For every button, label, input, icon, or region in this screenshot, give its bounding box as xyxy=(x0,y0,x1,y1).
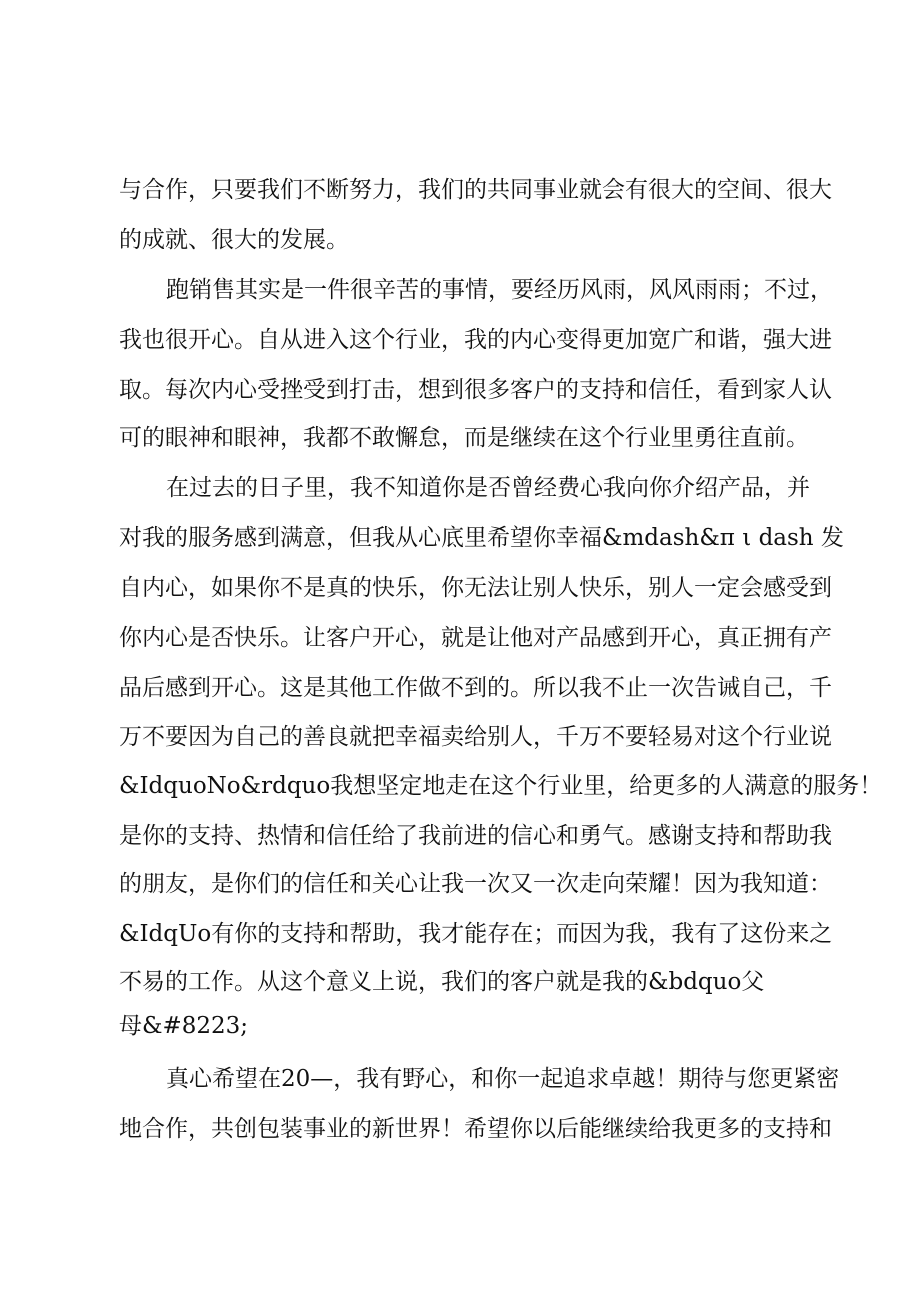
text-line: 的朋友，是你们的信任和关心让我一次又一次走向荣耀！因为我知道： xyxy=(119,871,832,897)
text-line: 对我的服务感到满意，但我从心底里希望你幸福&mdash&π ι dash 发 xyxy=(119,525,844,551)
text-line: 自内心，如果你不是真的快乐，你无法让别人快乐，别人一定会感受到 xyxy=(119,575,832,601)
text-line: 我也很开心。自从进入这个行业，我的内心变得更加宽广和谐，强大进 xyxy=(119,327,832,353)
paragraph-start-line: 跑销售其实是一件很辛苦的事情，要经历风雨，风风雨雨；不过， xyxy=(166,277,833,303)
text-line: 你内心是否快乐。让客户开心，就是让他对产品感到开心，真正拥有产 xyxy=(119,625,832,651)
text-line: 万不要因为自己的善良就把幸福卖给别人，千万不要轻易对这个行业说 xyxy=(119,724,832,750)
text-line: 不易的工作。从这个意义上说，我们的客户就是我的&bdquo父 xyxy=(119,969,765,995)
text-line: 地合作，共创包装事业的新世界！希望你以后能继续给我更多的支持和 xyxy=(119,1116,832,1142)
text-line: 与合作，只要我们不断努力，我们的共同事业就会有很大的空间、很大 xyxy=(119,177,832,203)
text-line: 的成就、很大的发展。 xyxy=(119,227,349,253)
text-line: 是你的支持、热情和信任给了我前进的信心和勇气。感谢支持和帮助我 xyxy=(119,823,832,849)
text-line: 品后感到开心。这是其他工作做不到的。所以我不止一次告诫自己，千 xyxy=(119,675,832,701)
paragraph-start-line: 在过去的日子里，我不知道你是否曾经费心我向你介绍产品，并 xyxy=(166,475,810,501)
text-line: &IdqUo有你的支持和帮助，我才能存在；而因为我，我有了这份来之 xyxy=(119,921,833,947)
text-line: &IdquoNo&rdquo我想坚定地走在这个行业里，给更多的人满意的服务！ xyxy=(119,773,883,799)
paragraph-start-line: 真心希望在20—，我有野心，和你一起追求卓越！期待与您更紧密 xyxy=(166,1066,840,1092)
text-line: 可的眼神和眼神，我都不敢懈怠，而是继续在这个行业里勇往直前。 xyxy=(119,425,809,451)
text-line: 取。每次内心受挫受到打击，想到很多客户的支持和信任，看到家人认 xyxy=(119,377,832,403)
text-line: 母&#8223; xyxy=(119,1013,249,1039)
